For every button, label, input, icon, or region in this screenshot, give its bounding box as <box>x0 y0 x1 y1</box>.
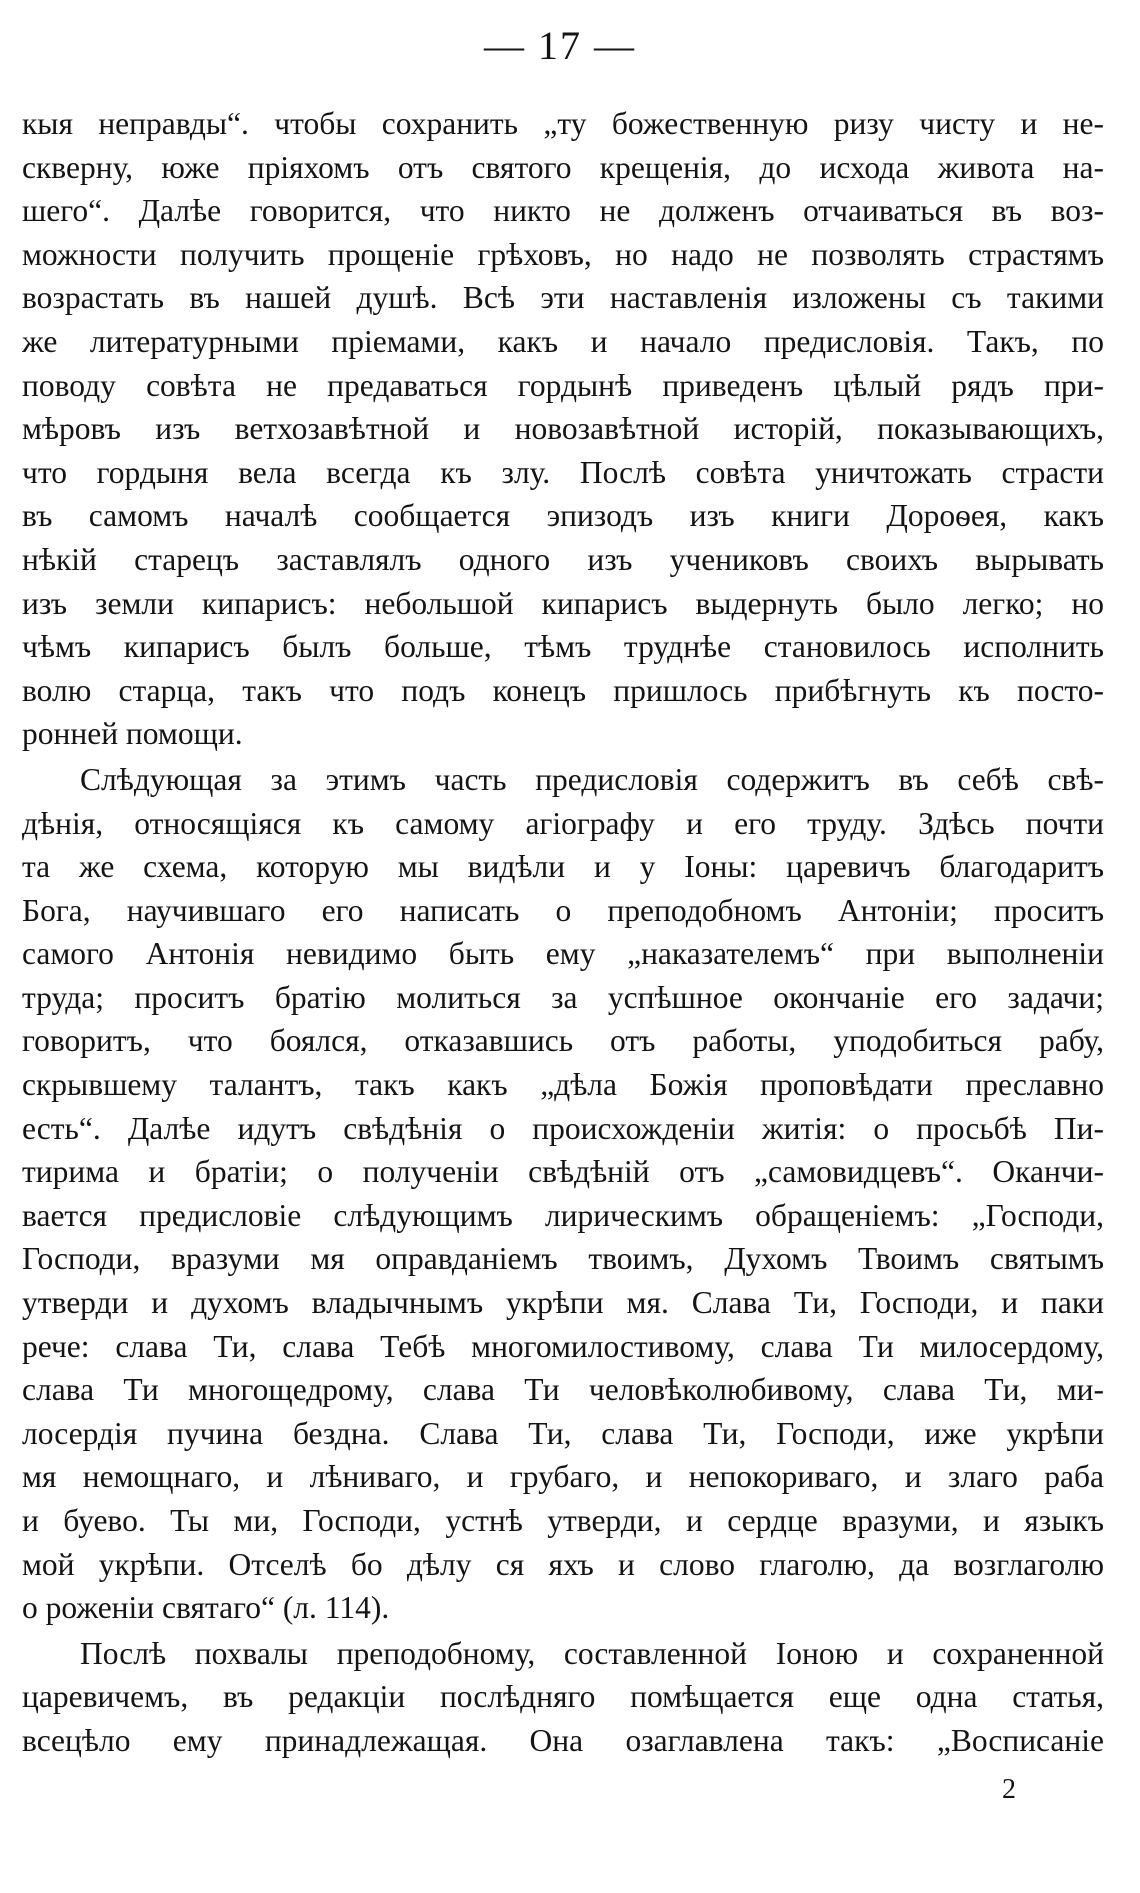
text-line: что гордыня вела всегда къ злу. Послѣ совѣта уничтожать страсти <box>22 454 1104 490</box>
signature-mark: 2 <box>1002 1774 1016 1805</box>
text-line: чѣмъ кипарисъ былъ больше, тѣмъ труднѣе становилось исполнить <box>22 629 1104 665</box>
text-line: скрывшему талантъ, такъ какъ „дѣла Божія проповѣдати преславно <box>22 1067 1104 1103</box>
text-line: скверну, юже пріяхомъ отъ святого крещенія, до исхода живота на- <box>22 149 1104 185</box>
text-line-paragraph-end: ронней помощи. <box>22 716 243 752</box>
text-line: есть“. Далѣе идутъ свѣдѣнія о происхожденіи житія: о просьбѣ Пи- <box>22 1110 1104 1146</box>
text-line: вается предисловіе слѣдующимъ лирическимъ обращеніемъ: „Господи, <box>22 1197 1104 1233</box>
text-line: та же схема, которую мы видѣли и у Іоны: царевичъ благодаритъ <box>22 849 1104 885</box>
text-line: Господи, вразуми мя оправданіемъ твоимъ, Духомъ Твоимъ святымъ <box>22 1241 1104 1277</box>
text-line: утверди и духомъ владычнымъ укрѣпи мя. Слава Ти, Господи, и паки <box>22 1285 1104 1321</box>
text-line: дѣнія, относящіяся къ самому агіографу и его труду. Здѣсь почти <box>22 805 1104 841</box>
text-line: можности получить прощеніе грѣховъ, но надо не позволять страстямъ <box>22 236 1104 272</box>
text-line: говоритъ, что боялся, отказавшись отъ работы, уподобиться рабу, <box>22 1023 1104 1059</box>
text-line: слава Ти многощедрому, слава Ти человѣколюбивому, слава Ти, ми- <box>22 1372 1104 1408</box>
text-line: труда; проситъ братію молиться за успѣшное окончаніе его задачи; <box>22 979 1104 1015</box>
text-line-paragraph-end: о роженіи святаго“ (л. 114). <box>22 1590 390 1626</box>
text-line-paragraph-start: Слѣдующая за этимъ часть предисловія содержитъ въ себѣ свѣ- <box>80 761 1104 797</box>
text-line: волю старца, такъ что подъ конецъ пришлось прибѣгнуть къ посто- <box>22 672 1104 708</box>
text-line: изъ земли кипарисъ: небольшой кипарисъ выдернуть было легко; но <box>22 585 1104 621</box>
text-line: царевичемъ, въ редакціи послѣдняго помѣщается еще одна статья, <box>22 1679 1104 1715</box>
text-line: Бога, научившаго его написать о преподобномъ Антоніи; проситъ <box>22 892 1104 928</box>
text-line: возрастать въ нашей душѣ. Всѣ эти наставленія изложены съ такими <box>22 280 1104 316</box>
text-line: лосердія пучина бездна. Слава Ти, слава Ти, Господи, иже укрѣпи <box>22 1415 1104 1451</box>
body-text <box>22 102 1104 1763</box>
text-line: же литературными пріемами, какъ и начало предисловія. Такъ, по <box>22 323 1104 359</box>
text-line: тирима и братіи; о полученіи свѣдѣній отъ „самовидцевъ“. Оканчи- <box>22 1154 1104 1190</box>
text-line: шего“. Далѣе говорится, что никто не долженъ отчаиваться въ воз- <box>22 193 1104 229</box>
text-line: всецѣло ему принадлежащая. Она озаглавлена такъ: „Восписаніе <box>22 1722 1104 1758</box>
text-line: въ самомъ началѣ сообщается эпизодъ изъ книги Дороѳея, какъ <box>22 498 1104 534</box>
text-line: нѣкій старецъ заставлялъ одного изъ учениковъ своихъ вырывать <box>22 541 1104 577</box>
text-line: и буево. Ты ми, Господи, устнѣ утверди, и сердце вразуми, и языкъ <box>22 1503 1104 1538</box>
page-number: — 17 — <box>484 23 636 68</box>
text-line: мя немощнаго, и лѣниваго, и грубаго, и непокориваго, и злаго раба <box>22 1459 1104 1495</box>
text-line: рече: слава Ти, слава Тебѣ многомилостивому, слава Ти милосердому, <box>22 1328 1104 1364</box>
text-line: мой укрѣпи. Отселѣ бо дѣлу ся яхъ и слово глаголю, да возглаголю <box>22 1546 1104 1582</box>
text-line: самого Антонія невидимо быть ему „наказателемъ“ при выполненіи <box>22 936 1104 972</box>
text-line: кыя неправды“. чтобы сохранить „ту божественную ризу чисту и не- <box>22 106 1104 141</box>
text-line: поводу совѣта не предаваться гордынѣ приведенъ цѣлый рядъ при- <box>22 367 1104 403</box>
text-line: мѣровъ изъ ветхозавѣтной и новозавѣтной исторій, показывающихъ, <box>22 411 1104 447</box>
text-line-paragraph-start: Послѣ похвалы преподобному, составленной Іонoю и сохраненной <box>80 1635 1104 1671</box>
